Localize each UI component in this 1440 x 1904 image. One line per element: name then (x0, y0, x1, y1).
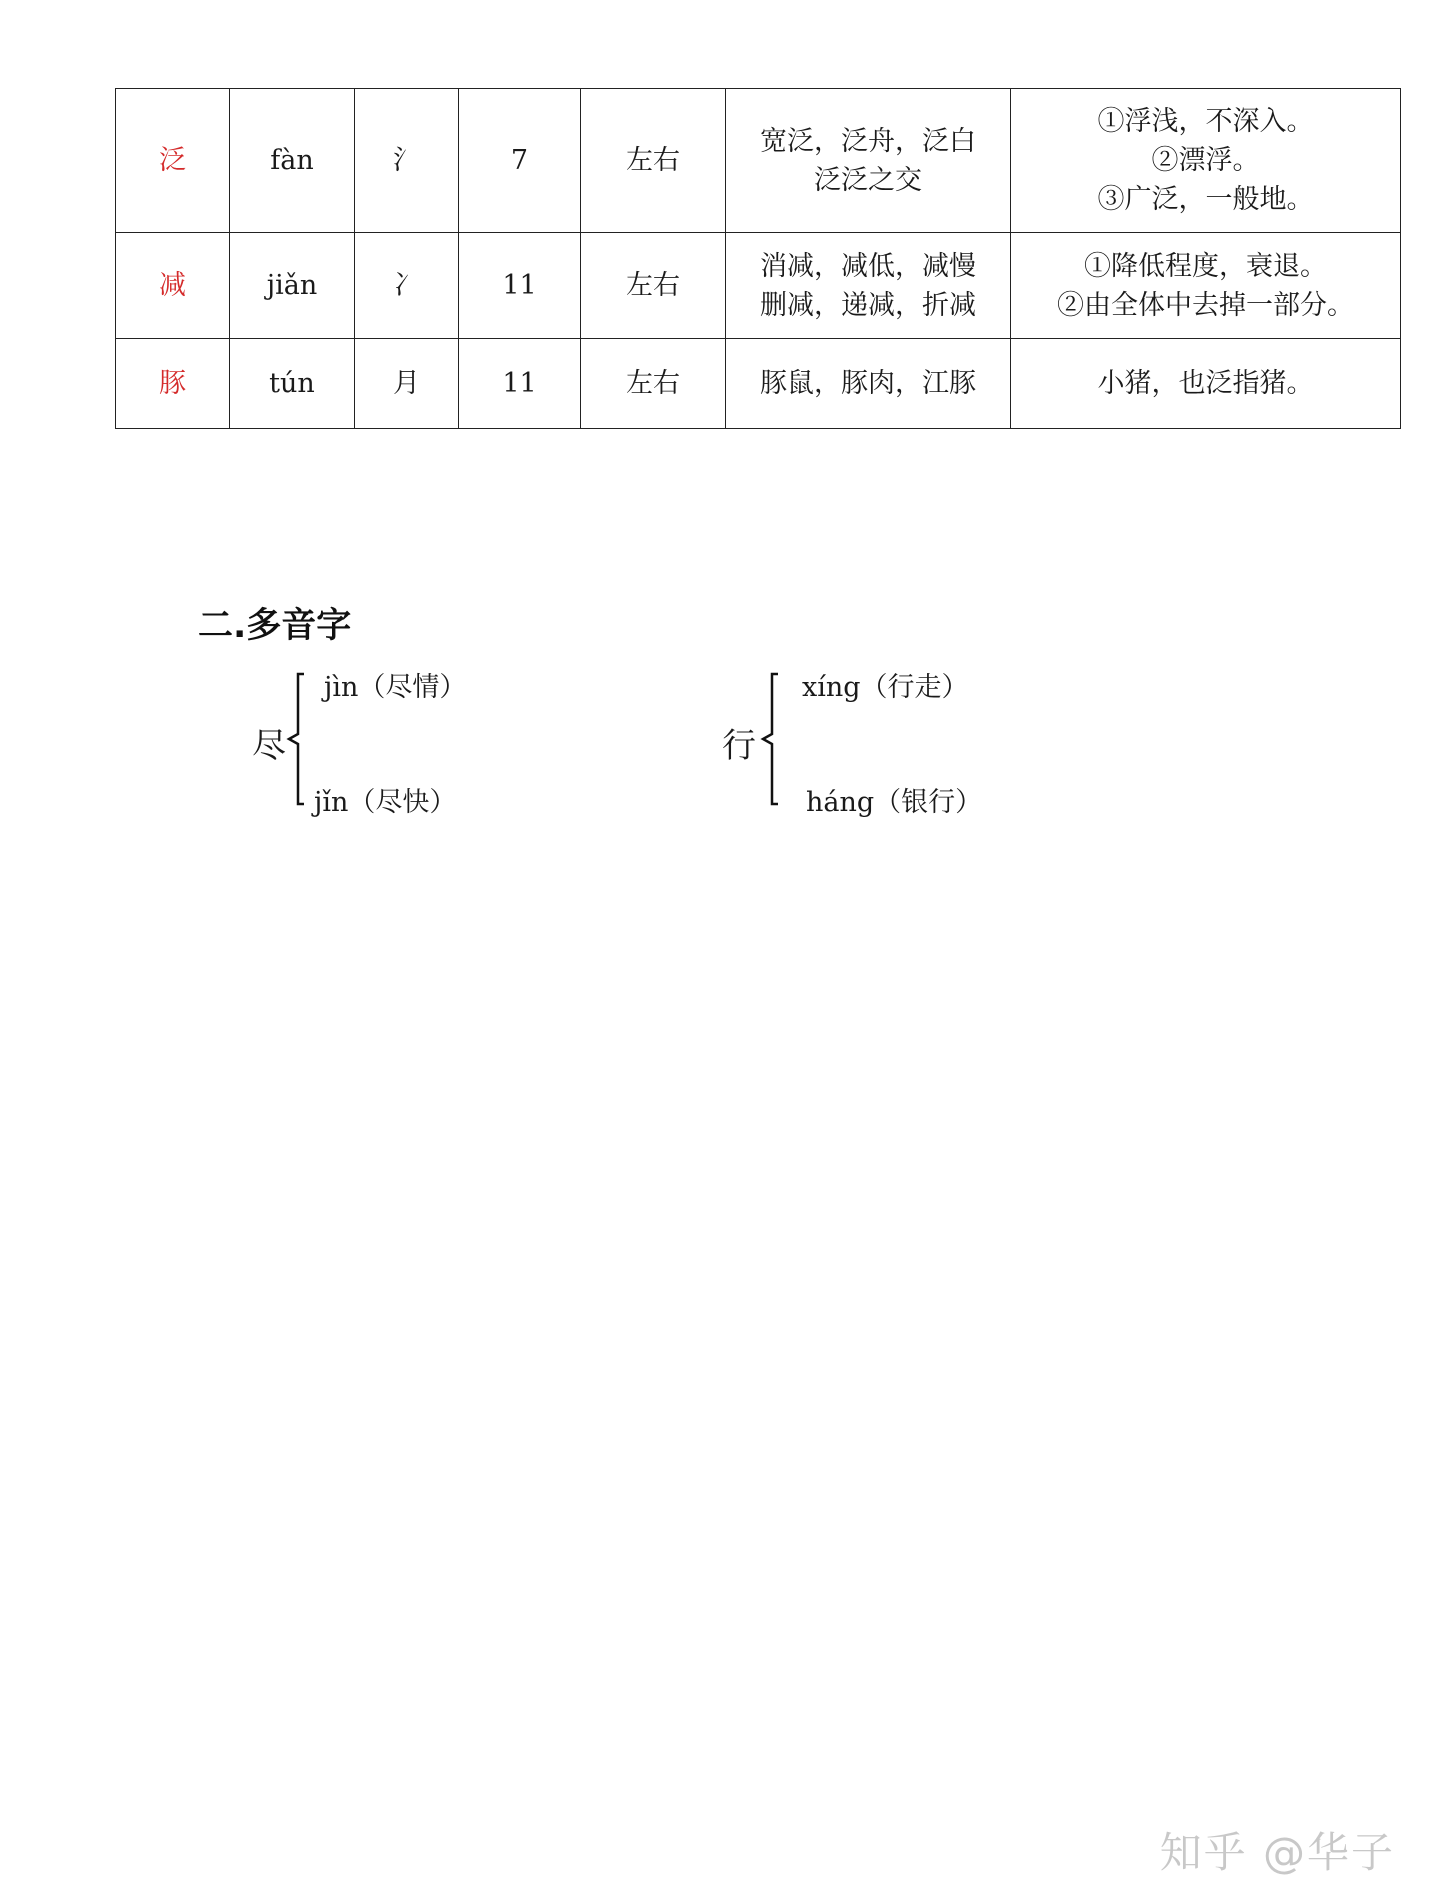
word-examples (726, 339, 1011, 429)
word-line: 消减，减低，减慢 (760, 250, 976, 282)
meanings (1011, 89, 1401, 233)
meaning-line: ②漂浮。 (1151, 145, 1260, 176)
pinyin: fàn (230, 89, 355, 233)
word-line: 宽泛，泛舟，泛白 (760, 125, 976, 157)
stroke-count: 7 (459, 89, 581, 233)
stroke-count: 11 (459, 233, 581, 339)
meaning-line: ①降低程度，衰退。 (1084, 250, 1327, 282)
reading: xíng（行走） (802, 672, 969, 703)
reading: jǐn（尽快） (314, 787, 457, 818)
table-row (116, 339, 1401, 429)
meaning-line: ①浮浅，不深入。 (1097, 106, 1314, 137)
radical: 月 (355, 339, 459, 429)
polyphonic-character: 尽 (252, 726, 286, 766)
radical: 冫 (355, 233, 459, 339)
radical: 氵 (355, 89, 459, 233)
meanings (1011, 233, 1401, 339)
meaning-line: ③广泛，一般地。 (1097, 184, 1314, 215)
brace-icon (762, 672, 792, 806)
stroke-count: 11 (459, 339, 581, 429)
meaning-line: ②由全体中去掉一部分。 (1057, 289, 1354, 321)
pinyin: tún (230, 339, 355, 429)
section-title: 二.多音字 (198, 606, 352, 646)
word-line: 豚鼠，豚肉，江豚 (760, 368, 976, 399)
watermark: 知乎 @华子 (1159, 1828, 1395, 1877)
word-examples (726, 233, 1011, 339)
meaning-line: 小猪，也泛指猪。 (1097, 368, 1314, 399)
table-row (116, 233, 1401, 339)
word-examples (726, 89, 1011, 233)
pinyin: jiǎn (230, 233, 355, 339)
table-row (116, 89, 1401, 233)
character-table (115, 88, 1401, 429)
meanings (1011, 339, 1401, 429)
structure: 左右 (581, 233, 726, 339)
word-line: 删减，递减，折减 (760, 289, 976, 321)
polyphonic-character: 行 (722, 726, 756, 766)
character: 泛 (116, 89, 230, 233)
character: 减 (116, 233, 230, 339)
structure: 左右 (581, 89, 726, 233)
reading: háng（银行） (806, 787, 983, 818)
reading: jìn（尽情） (324, 672, 467, 703)
word-line: 泛泛之交 (814, 164, 922, 196)
character: 豚 (116, 339, 230, 429)
structure: 左右 (581, 339, 726, 429)
